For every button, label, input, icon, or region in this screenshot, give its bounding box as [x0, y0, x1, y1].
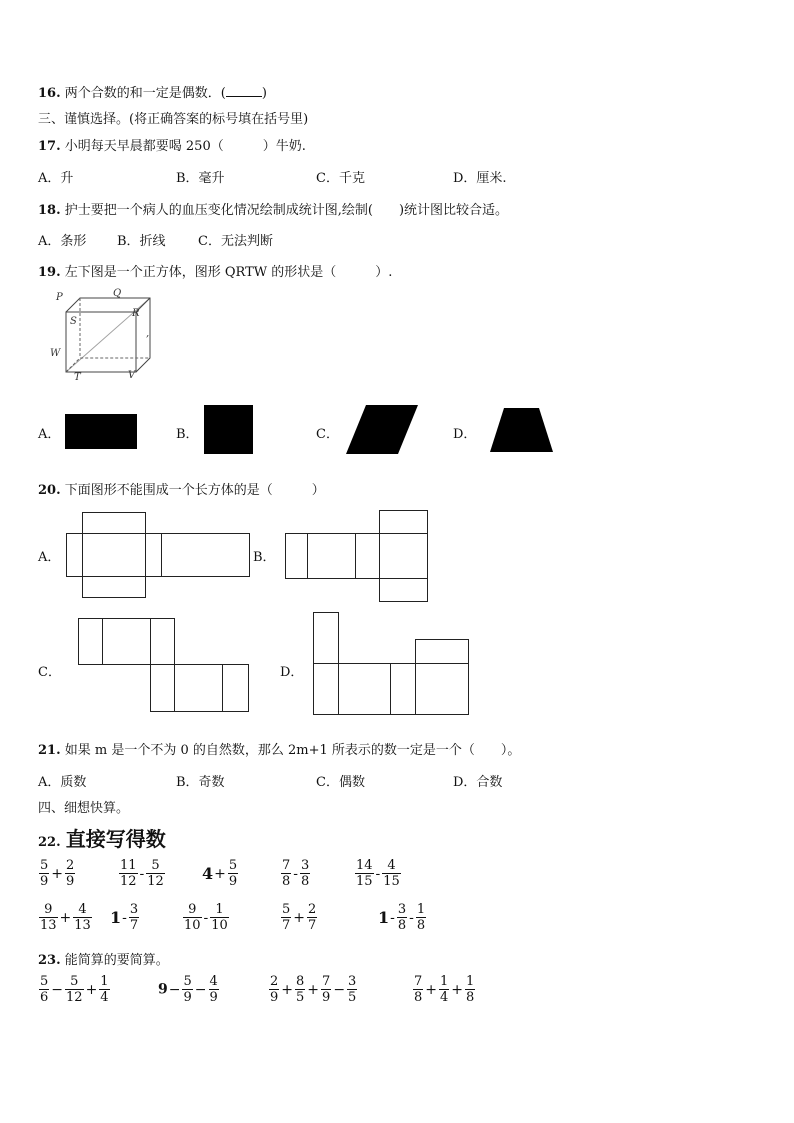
q23-expr-2: 9− $\frac{5}{9}$ − $\frac{4}{9}$ — [158, 974, 218, 1005]
q22-expr-7: 1- $\frac{3}{7}$ — [110, 902, 139, 933]
net-d-diagram — [313, 612, 473, 718]
q23-line — [38, 949, 169, 968]
q22-expr-8: $\frac{9}{10}$ - $\frac{1}{10}$ — [184, 902, 228, 933]
q23-expr-1: $\frac{5}{6}$ − $\frac{5}{12}$ + $\frac{1}{4}$ — [40, 974, 109, 1005]
section-4-heading: 四、细想快算。 — [38, 801, 130, 816]
q17-text: 小明每天早晨都要喝 250（ ）牛奶. — [64, 139, 306, 154]
q20-option-d[interactable]: D． — [280, 665, 304, 680]
q17-option-b[interactable]: B．毫升 — [176, 171, 225, 186]
q22-expr-5: $\frac{14}{15}$ - $\frac{4}{15}$ — [356, 858, 400, 889]
q23-expr-3: $\frac{2}{9}$ + $\frac{8}{5}$ + $\frac{7}{9}$ − $\frac{3}{5}$ — [270, 974, 357, 1005]
q16-text: 两个合数的和一定是偶数．( — [64, 86, 226, 101]
q21-option-d[interactable]: D．合数 — [453, 775, 503, 790]
q21-line — [38, 739, 520, 758]
q21-number: 21. — [38, 743, 61, 758]
q19-option-d[interactable]: D． — [453, 427, 477, 442]
q19-option-b[interactable]: B． — [176, 427, 199, 442]
cube-label-w: W — [50, 348, 61, 359]
q20-line — [38, 479, 325, 498]
q17-line — [38, 135, 306, 154]
q16-line — [38, 82, 267, 101]
q22-expr-6: $\frac{9}{13}$ + $\frac{4}{13}$ — [40, 902, 91, 933]
trapezoid-icon — [490, 408, 553, 452]
cube-label-r: R — [132, 308, 140, 319]
q20-option-c[interactable]: C． — [38, 665, 61, 680]
q17-option-a[interactable]: A．升 — [38, 171, 74, 186]
square-icon — [204, 405, 253, 454]
q22-heading — [38, 823, 166, 852]
q20-option-b[interactable]: B． — [253, 550, 276, 565]
cube-diagram — [40, 288, 160, 388]
q16-number: 16. — [38, 86, 61, 101]
section-3-heading: 三、谨慎选择。(将正确答案的标号填在括号里) — [38, 112, 309, 127]
q19-option-a[interactable]: A． — [38, 427, 61, 442]
q21-option-b[interactable]: B．奇数 — [176, 775, 225, 790]
q22-expr-3: 4+ $\frac{5}{9}$ — [202, 858, 238, 889]
q18-text: 护士要把一个病人的血压变化情况绘制成统计图,绘制( )统计图比较合适。 — [64, 203, 509, 218]
q18-line — [38, 199, 508, 218]
q19-text: 左下图是一个正方体，图形 QRTW 的形状是（ ）. — [64, 265, 393, 280]
q16-answer-blank[interactable] — [226, 84, 262, 97]
q18-option-b[interactable]: B．折线 — [117, 234, 166, 249]
parallelogram-icon — [346, 405, 418, 454]
q22-expr-4: $\frac{7}{8}$ - $\frac{3}{8}$ — [282, 858, 310, 889]
cube-label-s: S — [70, 316, 77, 327]
q22-expr-9: $\frac{5}{7}$ + $\frac{2}{7}$ — [282, 902, 317, 933]
q22-expr-10: 1- $\frac{3}{8}$ - $\frac{1}{8}$ — [378, 902, 426, 933]
cube-label-p: P — [56, 292, 63, 303]
q19-number: 19. — [38, 265, 61, 280]
q18-option-c[interactable]: C．无法判断 — [198, 234, 273, 249]
q18-option-a[interactable]: A．条形 — [38, 234, 87, 249]
q21-option-c[interactable]: C．偶数 — [316, 775, 365, 790]
q23-text: 能简算的要简算。 — [64, 953, 169, 968]
q23-number: 23. — [38, 953, 61, 968]
q16-close: ) — [261, 86, 267, 101]
q20-option-a[interactable]: A． — [38, 550, 61, 565]
cube-label-v: V — [128, 370, 136, 381]
q20-text: 下面图形不能围成一个长方体的是（ ） — [64, 483, 325, 498]
q17-option-d[interactable]: D．厘米. — [453, 171, 507, 186]
q22-expr-2: $\frac{11}{12}$ - $\frac{5}{12}$ — [120, 858, 164, 889]
net-a-diagram — [66, 512, 256, 600]
net-c-diagram — [78, 618, 252, 714]
q22-title: 直接写得数 — [65, 827, 166, 851]
cube-label-q: Q — [113, 288, 122, 299]
q23-expr-4: $\frac{7}{8}$ + $\frac{1}{4}$ + $\frac{1}{8}$ — [414, 974, 475, 1005]
cube-label-t: T — [74, 372, 81, 383]
q17-number: 17. — [38, 139, 61, 154]
q21-option-a[interactable]: A．质数 — [38, 775, 87, 790]
q20-number: 20. — [38, 483, 61, 498]
svg-text:,: , — [146, 328, 150, 339]
q18-number: 18. — [38, 203, 61, 218]
net-b-diagram — [285, 510, 431, 604]
q22-expr-1: $\frac{5}{9}$ + $\frac{2}{9}$ — [40, 858, 75, 889]
q21-text: 如果 m 是一个不为 0 的自然数，那么 2m+1 所表示的数一定是一个（ ）。 — [64, 743, 521, 758]
wide-rectangle-icon — [65, 414, 137, 450]
q22-number: 22. — [38, 835, 61, 850]
q17-option-c[interactable]: C．千克 — [316, 171, 365, 186]
q19-option-c[interactable]: C． — [316, 427, 339, 442]
q19-line — [38, 261, 392, 280]
